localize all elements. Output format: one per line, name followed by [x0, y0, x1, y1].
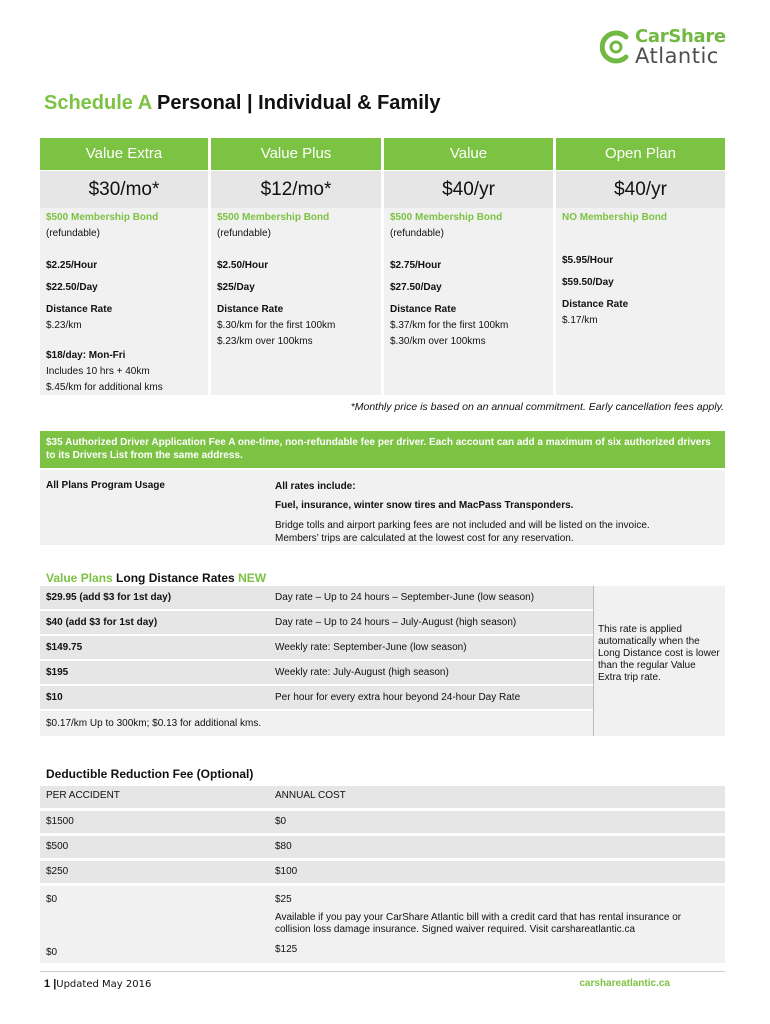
rate-price: $10 [46, 692, 63, 703]
annual-cost: $0 [275, 816, 287, 827]
plan-header-open-plan: Open Plan [556, 138, 725, 170]
extra-line: Includes 10 hrs + 40km [46, 366, 150, 377]
table-row [40, 811, 725, 833]
bond: $500 Membership Bond [390, 212, 503, 223]
extra-line: $.45/km for additional kms [46, 382, 163, 393]
rate-description: Weekly rate: September-June (low season) [275, 642, 467, 653]
rate-description: Day rate – Up to 24 hours – July-August (high season) [275, 617, 517, 628]
plan-details-value-plus [217, 210, 335, 350]
hourly-rate: $2.75/Hour [390, 260, 442, 271]
plan-details-value [390, 210, 508, 350]
website-link[interactable]: carshareatlantic.ca [579, 978, 670, 989]
daily-rate: $22.50/Day [46, 282, 98, 293]
km-note: $0.17/km Up to 300km; $0.13 for additional kms. [46, 718, 262, 729]
deductible-amount: $500 [46, 841, 69, 852]
daily-rate: $59.50/Day [562, 277, 614, 288]
rate-price: $195 [46, 667, 69, 678]
distance-line: $.30/km for the first 100km [217, 320, 336, 331]
authorized-driver-fee-banner: $35 Authorized Driver Application Fee A one-time, non-refundable fee per driver. Each account can add a maximum of six authorized drivers to its Drivers List from the same address. [40, 431, 725, 468]
title-long-distance: Long Distance Rates [112, 571, 239, 585]
table-row [40, 661, 593, 684]
bond: NO Membership Bond [562, 212, 668, 223]
distance-line: $.30/km over 100kms [390, 336, 486, 347]
annual-cost: $125 [275, 944, 298, 955]
bond-note: (refundable) [46, 228, 100, 239]
usage-label: All Plans Program Usage [46, 480, 165, 491]
long-distance-side-note: This rate is applied automatically when the Long Distance cost is lower than the regular Value Extra trip rate. [593, 586, 725, 736]
plan-header-value: Value [384, 138, 553, 170]
title-schedule: Schedule A [44, 92, 152, 114]
title-rest: Personal | Individual & Family [151, 92, 441, 114]
rate-description: Per hour for every extra hour beyond 24-hour Day Rate [275, 692, 521, 703]
table-row-waiver [40, 886, 725, 963]
page-title [44, 92, 440, 115]
plan-header-value-extra: Value Extra [40, 138, 208, 170]
table-row [40, 586, 593, 609]
table-row [40, 836, 725, 858]
column-header-annual-cost: ANNUAL COST [275, 790, 346, 801]
bond: $500 Membership Bond [217, 212, 330, 223]
footer-divider [40, 971, 725, 972]
deductible-amount: $0 [46, 947, 58, 958]
table-row [40, 686, 593, 709]
hourly-rate: $2.50/Hour [217, 260, 269, 271]
logo-text-carshare: CarShare [635, 26, 726, 47]
logo-c-icon [600, 30, 632, 64]
long-distance-title [46, 571, 266, 585]
rate-price: $29.95 (add $3 for 1st day) [46, 592, 172, 603]
usage-note-tolls: Bridge tolls and airport parking fees are not included and will be listed on the invoice. [275, 520, 650, 531]
usage-rates-title: All rates include: [275, 481, 356, 492]
daily-rate: $25/Day [217, 282, 255, 293]
rate-price: $40 (add $3 for 1st day) [46, 617, 158, 628]
table-row [40, 636, 593, 659]
new-badge: NEW [238, 571, 267, 585]
title-value-plans: Value Plans [46, 571, 113, 585]
usage-rates-include: Fuel, insurance, winter snow tires and MacPass Transponders. [275, 500, 574, 511]
distance-line: $.23/km over 100kms [217, 336, 313, 347]
bond-note: (refundable) [217, 228, 271, 239]
plan-header-value-plus: Value Plus [211, 138, 381, 170]
hourly-rate: $2.25/Hour [46, 260, 98, 271]
column-header-per-accident: PER ACCIDENT [46, 790, 120, 801]
plan-price-value-plus: $12/mo* [211, 171, 381, 208]
deductible-amount: $250 [46, 866, 69, 877]
plan-price-open-plan: $40/yr [556, 171, 725, 208]
distance-label: Distance Rate [46, 304, 113, 315]
annual-cost: $80 [275, 841, 292, 852]
annual-cost: $25 [275, 894, 292, 905]
distance-line: $.17/km [562, 315, 598, 326]
deductible-title: Deductible Reduction Fee (Optional) [46, 767, 254, 781]
monthly-price-note: *Monthly price is based on an annual commitment. Early cancellation fees apply. [350, 401, 724, 413]
plan-details-value-extra [46, 210, 163, 396]
distance-label: Distance Rate [390, 304, 457, 315]
page-number-value: 1 [44, 978, 51, 990]
extra-line: $18/day: Mon-Fri [46, 350, 126, 361]
table-row [40, 861, 725, 883]
distance-label: Distance Rate [562, 299, 629, 310]
table-row [40, 611, 593, 634]
table-header-row [40, 786, 725, 808]
bond: $500 Membership Bond [46, 212, 159, 223]
plan-price-value-extra: $30/mo* [40, 171, 208, 208]
hourly-rate: $5.95/Hour [562, 255, 614, 266]
carshare-atlantic-logo [600, 26, 726, 70]
updated-date: Updated May 2016 [56, 979, 152, 990]
annual-cost: $100 [275, 866, 298, 877]
distance-line: $.37/km for the first 100km [390, 320, 509, 331]
rate-price: $149.75 [46, 642, 83, 653]
deductible-amount: $1500 [46, 816, 74, 827]
waiver-description: Available if you pay your CarShare Atlantic bill with a credit card that has rental insurance or collision loss damage insurance. Signed waiver required. Visit carshareatlantic.ca [275, 912, 682, 935]
logo-text-atlantic: Atlantic [635, 44, 719, 68]
page-separator: | [53, 978, 57, 990]
rate-description: Weekly rate: July-August (high season) [275, 667, 449, 678]
usage-details [275, 480, 650, 545]
distance-line: $.23/km [46, 320, 82, 331]
km-note-row [40, 711, 593, 736]
program-usage-section [40, 470, 725, 545]
deductible-amount: $0 [46, 894, 58, 905]
page-number [44, 978, 151, 990]
bond-note: (refundable) [390, 228, 444, 239]
daily-rate: $27.50/Day [390, 282, 442, 293]
plan-details-open-plan [562, 210, 667, 329]
plan-price-value: $40/yr [384, 171, 553, 208]
rate-description: Day rate – Up to 24 hours – September-June (low season) [275, 592, 535, 603]
usage-note-trips: Members’ trips are calculated at the lowest cost for any reservation. [275, 533, 574, 544]
distance-label: Distance Rate [217, 304, 284, 315]
